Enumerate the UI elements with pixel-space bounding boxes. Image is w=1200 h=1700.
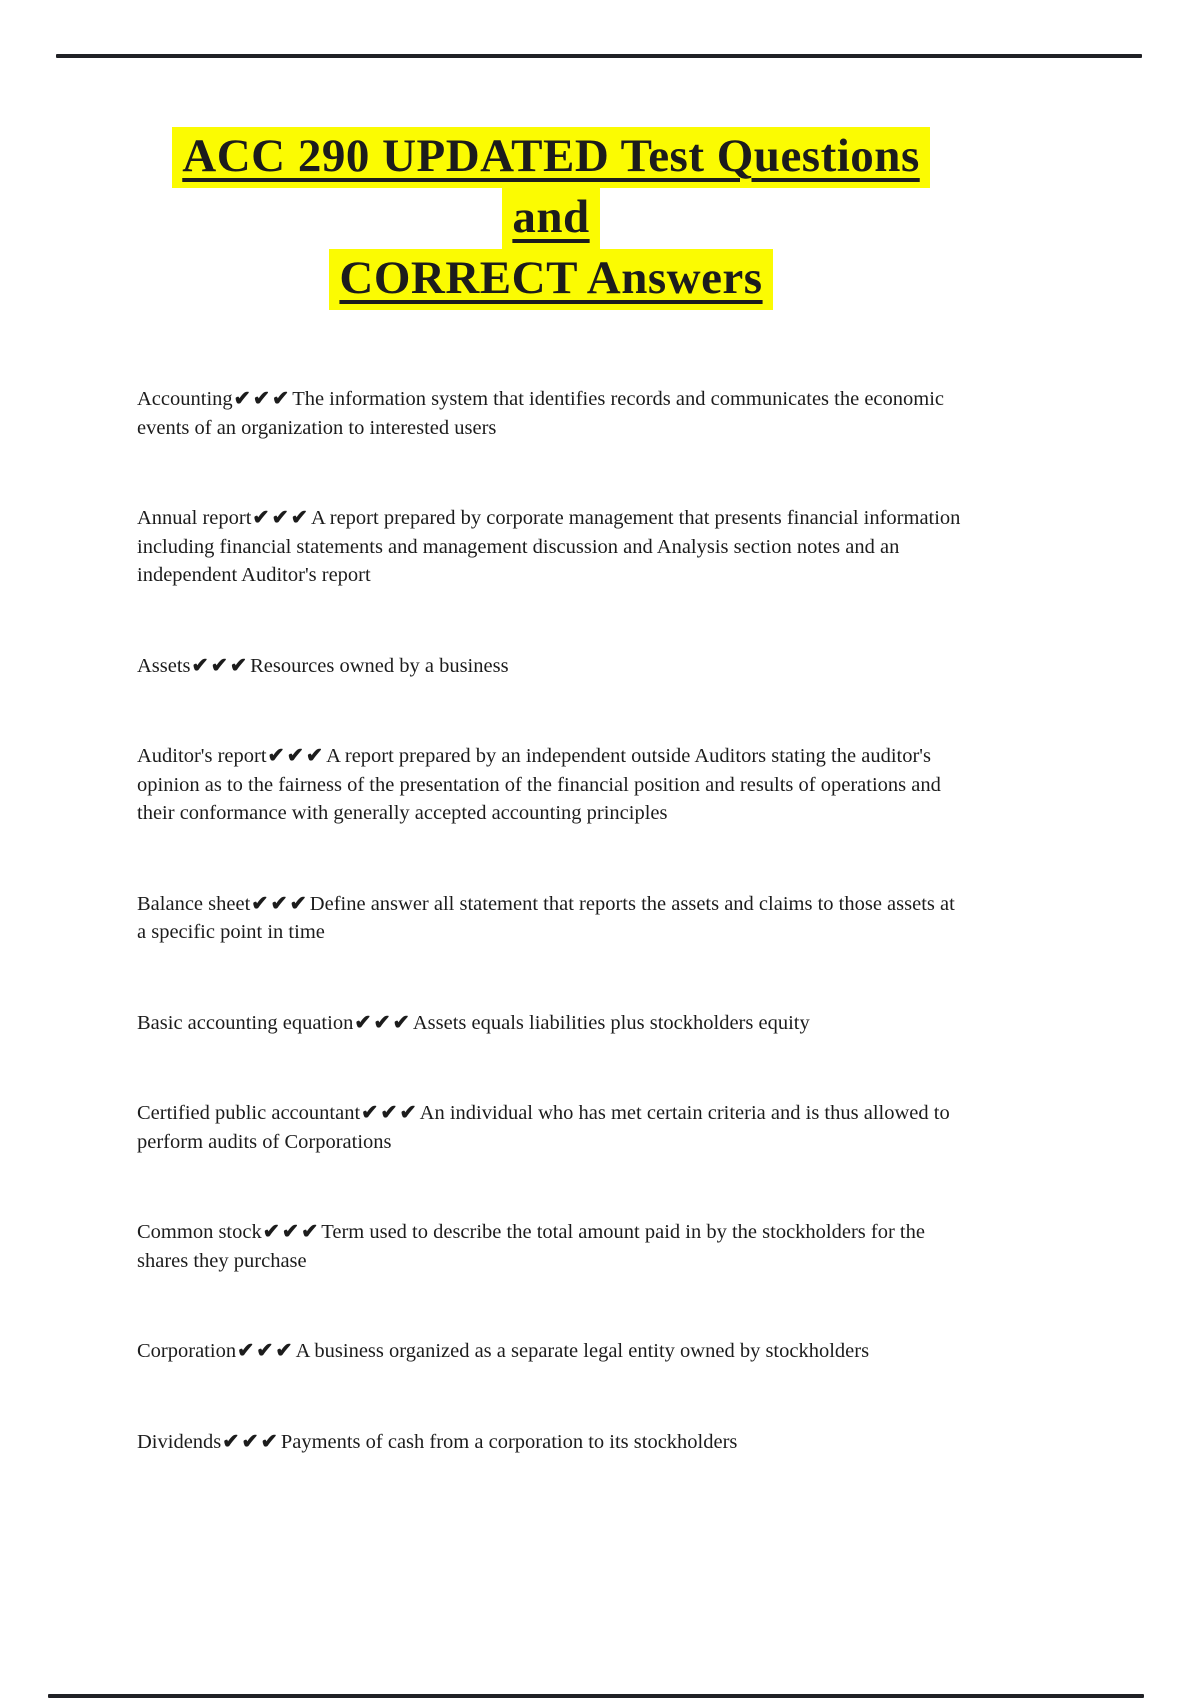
glossary-entry [137,504,965,590]
entry-definition: A report prepared by corporate management that presents financial information including financial statements and management discussion and Analysis section notes and an independent Auditor's report [137,507,961,586]
document-content [137,0,965,1456]
entry-term: Dividends [137,1430,222,1453]
entry-definition: An individual who has met certain criteria and is thus allowed to perform audits of Corporations [137,1102,950,1153]
entry-term: Annual report [137,507,252,529]
entry-definition: A report prepared by an independent outside Auditors stating the auditor's opinion as to the fairness of the presentation of the financial position and results of operations and their conformance with generally accepted accounting principles [137,745,941,824]
glossary-entry [137,742,965,828]
glossary-entries [137,385,965,1456]
entry-definition: A business organized as a separate legal entity owned by stockholders [295,1340,870,1362]
entry-term: Assets [137,654,191,677]
entry-term: Auditor's report [137,745,267,767]
glossary-entry [137,1099,965,1156]
entry-term: Corporation [137,1340,237,1362]
checkmarks-separator: ✔✔✔ [262,1221,321,1243]
glossary-entry [137,1009,965,1038]
entry-definition: Define answer all statement that reports the assets and claims to those assets at a specific point in time [137,892,955,943]
entry-definition: Resources owned by a business [250,654,509,677]
entry-definition: The information system that identifies records and communicates the economic events of an organization to interested users [137,388,945,439]
entry-term: Certified public accountant [137,1102,361,1124]
entry-term: Basic accounting equation [137,1011,354,1034]
glossary-entry [137,1428,965,1457]
glossary-entry [137,890,965,947]
checkmarks-separator: ✔✔✔ [237,1340,295,1362]
document-title [137,126,965,309]
entry-definition: Payments of cash from a corporation to its stockholders [280,1430,738,1453]
checkmarks-separator: ✔✔✔ [267,745,326,767]
entry-term: Accounting [137,388,233,410]
entry-term: Common stock [137,1221,262,1243]
checkmarks-separator: ✔✔✔ [361,1102,419,1124]
checkmarks-separator: ✔✔✔ [233,388,292,410]
glossary-entry [137,385,965,442]
glossary-entry [137,652,965,681]
title-line-2: CORRECT Answers [329,249,772,310]
entry-term: Balance sheet [137,892,251,915]
entry-definition: Assets equals liabilities plus stockholders equity [412,1011,810,1034]
checkmarks-separator: ✔✔✔ [354,1011,412,1034]
glossary-entry [137,1218,965,1275]
checkmarks-separator: ✔✔✔ [222,1430,280,1453]
checkmarks-separator: ✔✔✔ [252,507,310,529]
checkmarks-separator: ✔✔✔ [251,892,309,915]
glossary-entry [137,1337,965,1366]
bottom-border-rule [48,1694,1144,1698]
entry-definition: Term used to describe the total amount paid in by the stockholders for the shares they purchase [137,1221,925,1272]
checkmarks-separator: ✔✔✔ [191,654,250,677]
title-line-1: ACC 290 UPDATED Test Questions and [172,127,930,249]
